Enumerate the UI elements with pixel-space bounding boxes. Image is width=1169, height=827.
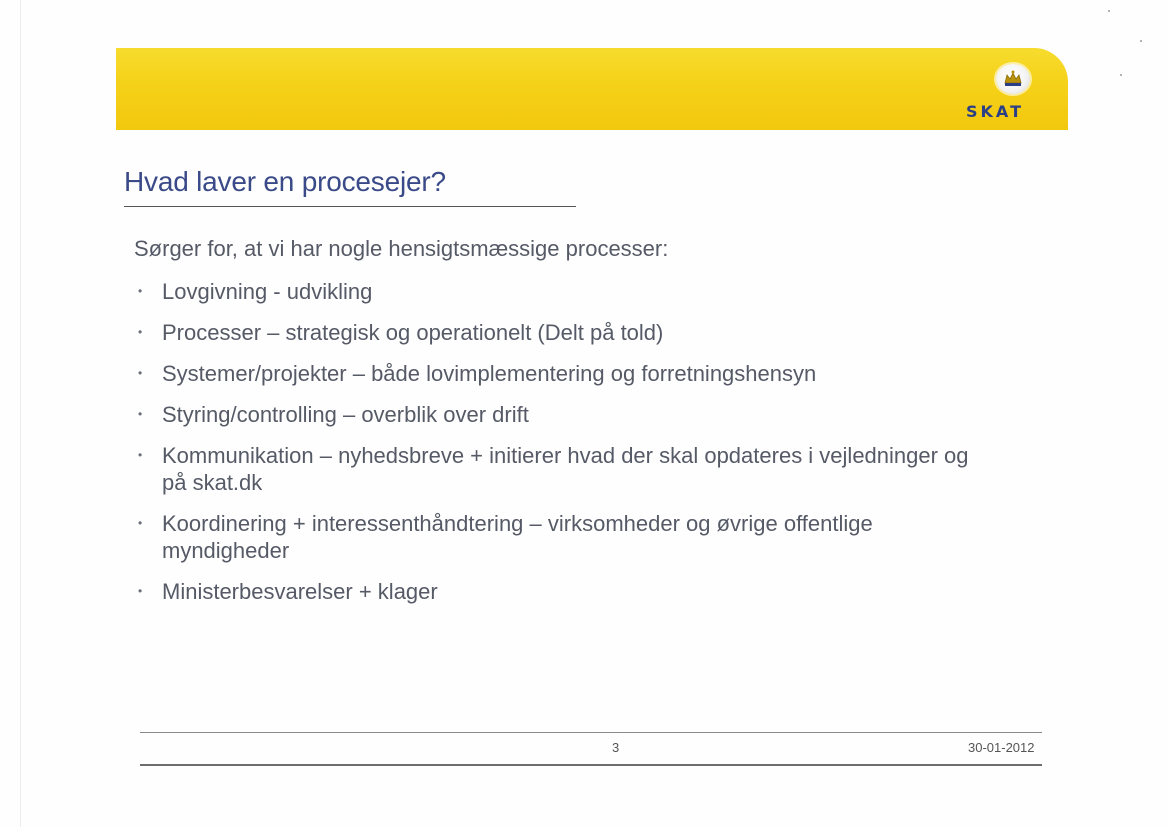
scan-speck bbox=[1108, 10, 1110, 12]
bullet-text: Ministerbesvarelser + klager bbox=[162, 579, 438, 604]
bullet-list bbox=[134, 278, 994, 619]
intro-text: Sørger for, at vi har nogle hensigtsmæssige processer: bbox=[134, 236, 669, 261]
scan-speck bbox=[1120, 74, 1122, 76]
page-edge-line bbox=[20, 0, 21, 827]
crown-icon bbox=[996, 64, 1030, 94]
bullet-dot-icon: • bbox=[138, 448, 143, 462]
bullet-text: Kommunikation – nyhedsbreve + initierer hvad der skal opdateres i vejledninger og på skat.dk bbox=[162, 443, 969, 495]
bullet-item bbox=[134, 578, 994, 605]
skat-wordmark: SKAT bbox=[966, 102, 1024, 121]
bullet-dot-icon: • bbox=[138, 407, 143, 421]
bullet-text: Processer – strategisk og operationelt (Delt på told) bbox=[162, 320, 664, 345]
bullet-item bbox=[134, 401, 994, 428]
skat-logo bbox=[966, 60, 1038, 122]
bullet-dot-icon: • bbox=[138, 516, 143, 530]
bullet-item bbox=[134, 510, 994, 564]
bullet-dot-icon: • bbox=[138, 325, 143, 339]
slide-title: Hvad laver en procesejer? bbox=[124, 166, 446, 197]
bullet-text: Koordinering + interessenthåndtering – virksomheder og øvrige offentlige myndigheder bbox=[162, 511, 873, 563]
bullet-dot-icon: • bbox=[138, 284, 143, 298]
title-underline bbox=[124, 206, 576, 207]
footer-divider-top bbox=[140, 732, 1042, 733]
bullet-text: Styring/controlling – overblik over drift bbox=[162, 402, 529, 427]
bullet-item bbox=[134, 319, 994, 346]
footer-date: 30-01-2012 bbox=[968, 740, 1035, 755]
header-banner bbox=[116, 48, 1068, 130]
bullet-item bbox=[134, 442, 994, 496]
bullet-item bbox=[134, 278, 994, 305]
bullet-dot-icon: • bbox=[138, 366, 143, 380]
scan-speck bbox=[1140, 40, 1142, 42]
bullet-text: Systemer/projekter – både lovimplementering og forretningshensyn bbox=[162, 361, 817, 386]
page-number: 3 bbox=[612, 740, 620, 755]
bullet-item bbox=[134, 360, 994, 387]
bullet-dot-icon: • bbox=[138, 584, 143, 598]
bullet-text: Lovgivning - udvikling bbox=[162, 279, 373, 304]
footer-divider-bottom bbox=[140, 764, 1042, 766]
